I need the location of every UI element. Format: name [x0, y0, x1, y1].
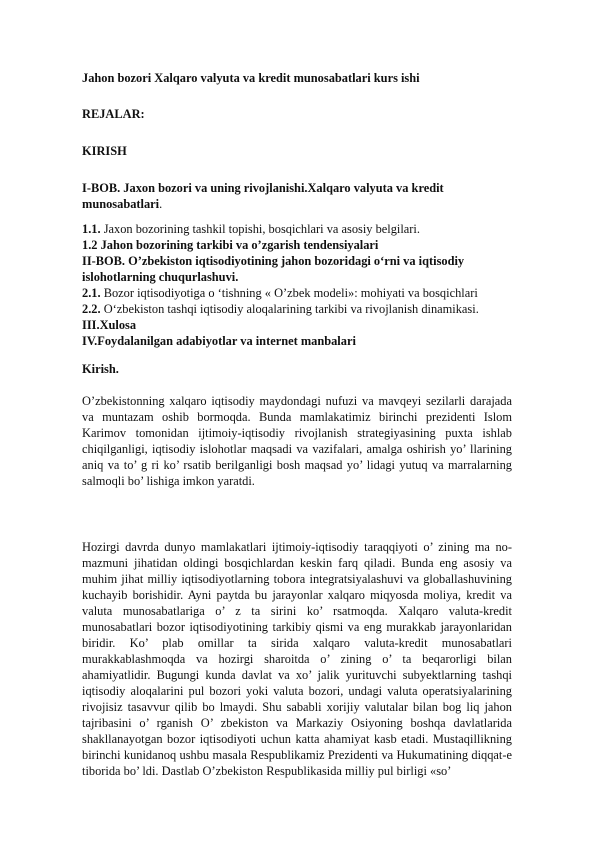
table-of-contents	[82, 221, 512, 349]
toc-item: IV.Foydalanilgan adabiyotlar va internet manbalari	[82, 334, 356, 348]
body-paragraph: O’zbekistonning xalqaro iqtisodiy maydondagi nufuzi va mavqeyi sezilarli darajada va muntazam oshib bormoqda. Bunda mamlakatimiz birinchi prezidenti Islom Karimov tomonidan ijtimoiy-iqtisodiy rivojlanish strategiyasining puxta ishlab chiqilganligi, iqtisodiy islohotlar maqsadi va vazifalari, amalga oshirish yo’ llarining aniq va to’ g ri ko’ rsatib berilganligi bosh maqsad yo’ lidagi yutuq va marralarning salmoqli bo’ lishiga imkon yaratdi.	[82, 394, 512, 488]
chapter-1-title: I-BOB. Jaxon bozori va uning rivojlanishi.Xalqaro valyuta va kredit munosabatlari	[82, 181, 444, 211]
toc-item	[82, 221, 512, 237]
toc-item: 1.2 Jahon bozorining tarkibi va o’zgarish tendensiyalari	[82, 238, 379, 252]
toc-item	[82, 301, 512, 317]
toc-number: 1.1.	[82, 222, 101, 236]
toc-item: II-BOB. O’zbekiston iqtisodiyotining jahon bozoridagi o‘rni va iqtisodiy islohotlarning chuqurlashuvi.	[82, 254, 465, 284]
toc-item	[82, 285, 512, 301]
toc-text: O‘zbekiston tashqi iqtisodiy aloqalarining tarkibi va rivojlanish dinamikasi.	[103, 302, 479, 316]
body-paragraph: Hozirgi davrda dunyo mamlakatlari ijtimoiy-iqtisodiy taraqqiyoti o’ zining ma no-mazmuni jihatidan oldingi bosqichlardan keskin farq qiladi. Bunda eng asosiy va muhim jihat milliy iqtisodiyotlarning tobora integratsiyalashuvi va globallashuvining kuchayib borishidir. Ayni paytda bu jarayonlar xalqaro miqyosda moliya, kredit va valuta munosabatlariga o’ z ta sirini ko’ rsatmoqda. Xalqaro valuta-kredit munosabatlari bozor iqtisodiyotining tarkibiy qismi va eng murakkab jarayonlaridan biridir. Ko’ plab omillar ta sirida xalqaro valuta-kredit munosabatlari murakkablashmoqda va hozirgi sharoitda o’ zining o’ ta beqarorligi bilan ahamiyatlidir. Bugungi kunda davlat va xo’ jalik yurituvchi subyektlarning tashqi iqtisodiy aloqalarini pul bozori yoki valuta bozori, undagi valuta operatsiyalarining rivojisiz tasavvur qilib bo lmaydi. Shu sababli xorijiy valutalar bilan bog liq jahon tajribasini o’ rganish O’ zbekiston va Markaziy Osiyoning boshqa davlatlarida shakllanayotgan bozor iqtisodiyoti uchun katta ahamiyat kasb etadi. Mustaqillikning birinchi kunidanoq ushbu masala Respublikamiz Prezidenti va Hukumatining diqqat-e tiborida bo’ ldi. Dastlab O’zbekiston Respublikasida milliy pul birligi «so’	[82, 540, 512, 778]
toc-item: III.Xulosa	[82, 318, 137, 332]
toc-number: 2.1.	[82, 286, 101, 300]
chapter-1-period: .	[159, 197, 163, 211]
document-title: Jahon bozori Xalqaro valyuta va kredit munosabatlari kurs ishi	[82, 71, 420, 85]
kirish-heading: Kirish.	[82, 362, 119, 376]
toc-text: Jaxon bozorining tashkil topishi, bosqichlari va asosiy belgilari.	[103, 222, 420, 236]
chapter-1-heading	[82, 180, 512, 212]
intro-heading: KIRISH	[82, 144, 127, 158]
plan-heading: REJALAR:	[82, 107, 145, 121]
toc-number: 2.2.	[82, 302, 101, 316]
toc-text: Bozor iqtisodiyotiga o ‘tishning « O’zbek modeli»: mohiyati va bosqichlari	[103, 286, 478, 300]
